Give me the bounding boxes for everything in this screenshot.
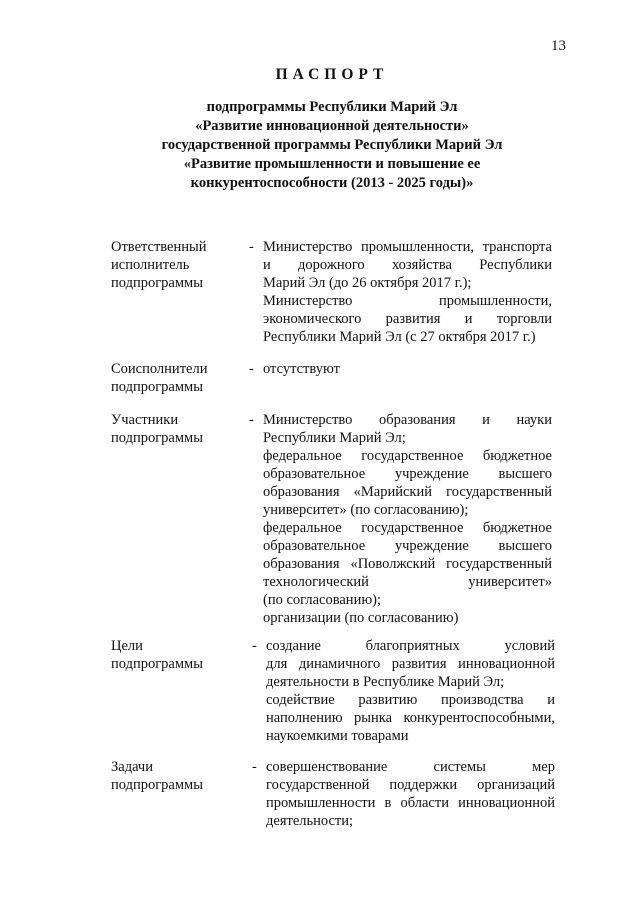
subtitle-line: государственной программы Республики Марий Эл — [161, 137, 503, 153]
content-line: федеральное государственное бюджетное — [263, 448, 552, 464]
section-dash: - — [249, 361, 254, 377]
section-label — [111, 360, 246, 396]
content-line: содействие развитию производства и — [266, 692, 555, 708]
content-line: наполнению рынка конкурентоспособными, — [266, 710, 555, 726]
content-line: образования «Марийский государственный — [263, 484, 552, 500]
section-dash: - — [252, 638, 257, 654]
content-line: организации (по согласованию) — [263, 610, 459, 626]
document-title: ПАСПОРТ — [275, 66, 389, 83]
label-line: подпрограммы — [111, 275, 203, 291]
content-line: технологический университет» — [263, 574, 552, 590]
section-content — [263, 411, 552, 627]
label-line: подпрограммы — [111, 430, 203, 446]
section-label — [111, 238, 246, 292]
content-line: наукоемкими товарами — [266, 728, 409, 744]
subtitle-line: конкурентоспособности (2013 - 2025 годы)» — [190, 175, 474, 191]
content-line: для динамичного развития инновационной — [266, 656, 555, 672]
page-number: 13 — [551, 38, 566, 54]
subtitle-line: «Развитие инновационной деятельности» — [195, 118, 469, 134]
label-line: подпрограммы — [111, 379, 203, 395]
content-line: Министерство образования и науки — [263, 412, 552, 428]
subtitle-line: «Развитие промышленности и повышение ее — [183, 156, 481, 172]
section-content — [263, 238, 552, 346]
content-line: Министерство промышленности, транспорта — [263, 239, 552, 255]
section-dash: - — [249, 412, 254, 428]
content-line: экономического развития и торговли — [263, 311, 552, 327]
content-line: деятельности в Республике Марий Эл; — [266, 674, 505, 690]
label-line: Участники — [111, 412, 179, 428]
content-line: образования «Поволжский государственный — [263, 556, 552, 572]
content-line: Республики Марий Эл (с 27 октября 2017 г.) — [263, 329, 536, 345]
content-line: отсутствуют — [263, 361, 340, 377]
section-dash: - — [249, 239, 254, 255]
section-content — [263, 360, 552, 378]
section-dash: - — [252, 759, 257, 775]
label-line: Соисполнители — [111, 361, 208, 377]
document-subtitle — [0, 98, 640, 193]
content-line: университет» (по согласованию); — [263, 502, 469, 518]
content-line: Марий Эл (до 26 октября 2017 г.); — [263, 275, 472, 291]
subtitle-line: подпрограммы Республики Марий Эл — [206, 99, 458, 115]
content-line: Министерство промышленности, — [263, 293, 552, 309]
section-content — [266, 758, 555, 830]
content-line: деятельности; — [266, 813, 354, 829]
content-line: промышленности в области инновационной — [266, 795, 555, 811]
label-line: подпрограммы — [111, 777, 203, 793]
content-line: государственной поддержки организаций — [266, 777, 555, 793]
content-line: и дорожного хозяйства Республики — [263, 257, 552, 273]
label-line: Цели — [111, 638, 143, 654]
label-line: исполнитель — [111, 257, 190, 273]
content-line: (по согласованию); — [263, 592, 382, 608]
label-line: Ответственный — [111, 239, 207, 255]
section-label — [111, 758, 246, 794]
content-line: создание благоприятных условий — [266, 638, 555, 654]
section-label — [111, 637, 246, 673]
content-line: Республики Марий Эл; — [263, 430, 406, 446]
content-line: образовательное учреждение высшего — [263, 466, 552, 482]
label-line: Задачи — [111, 759, 153, 775]
content-line: совершенствование системы мер — [266, 759, 555, 775]
label-line: подпрограммы — [111, 656, 203, 672]
section-content — [266, 637, 555, 745]
content-line: федеральное государственное бюджетное — [263, 520, 552, 536]
section-label — [111, 411, 246, 447]
content-line: образовательное учреждение высшего — [263, 538, 552, 554]
